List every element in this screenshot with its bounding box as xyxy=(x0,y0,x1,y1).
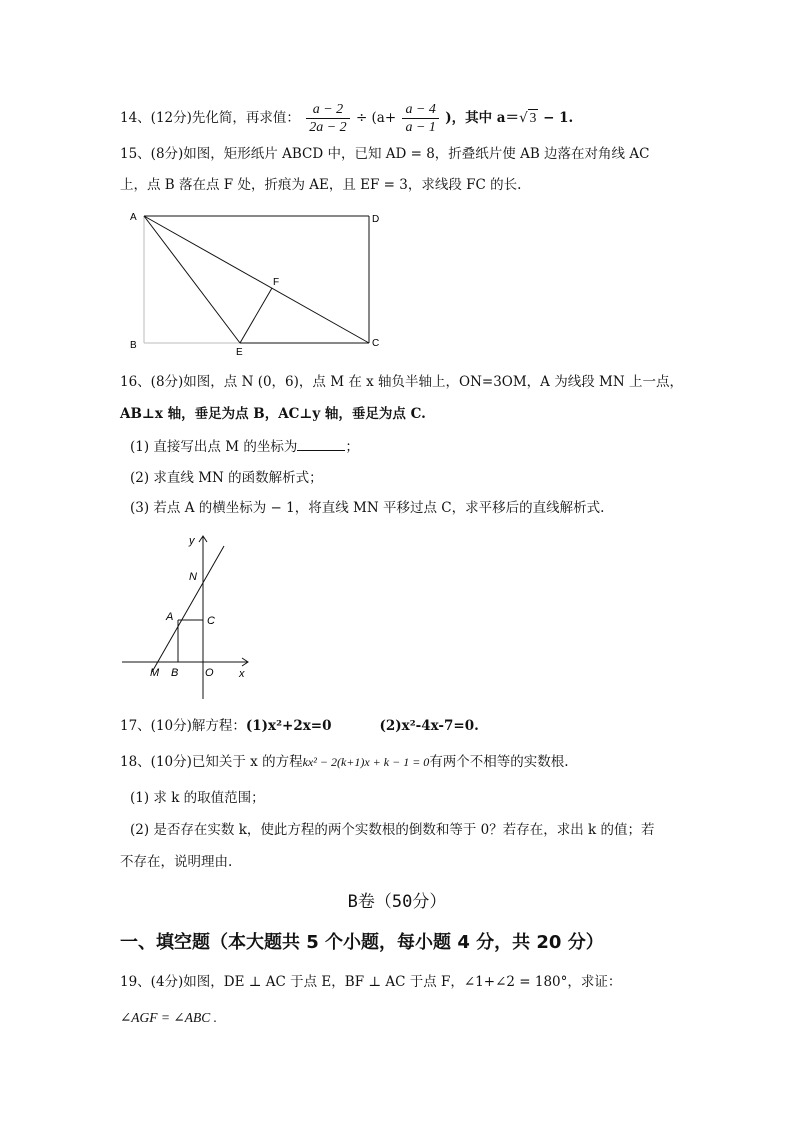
question-18 xyxy=(120,752,569,772)
q18-sub-2-line-2: 不存在，说明理由. xyxy=(120,854,233,870)
q14-sqrt-value: 3 xyxy=(529,110,537,125)
q17-equation-1: (1)x²+2x=0 xyxy=(245,718,332,734)
q14-prefix: 14、(12分)先化简，再求值： xyxy=(120,110,300,126)
q14-frac1-denominator: 2a − 2 xyxy=(309,120,347,135)
question-14 xyxy=(120,100,573,136)
label-E: E xyxy=(236,347,243,358)
answer-blank xyxy=(297,436,345,451)
q19-line-2: ∠AGF = ∠ABC . xyxy=(120,1010,217,1025)
label-F: F xyxy=(273,277,280,288)
q14-frac1-numerator: a − 2 xyxy=(306,101,349,119)
q16-sub1-text: (1) 直接写出点 M 的坐标为 xyxy=(130,439,298,455)
label-N: N xyxy=(189,571,197,583)
q14-fraction-1 xyxy=(306,101,349,136)
q18-suffix: 有两个不相等的实数根. xyxy=(429,754,569,770)
label-D: D xyxy=(372,214,380,225)
q14-frac2-numerator: a − 4 xyxy=(402,101,438,119)
line-AC xyxy=(144,216,369,343)
label-M: M xyxy=(150,667,160,679)
q18-equation: kx² − 2(k+1)x + k − 1 = 0 xyxy=(302,755,430,769)
fill-in-section-title: 一、填空题（本大题共 5 个小题，每小题 4 分，共 20 分） xyxy=(120,932,604,953)
label-B: B xyxy=(130,340,137,351)
section-b-title: B卷（50分） xyxy=(347,892,447,912)
sqrt-symbol: √ xyxy=(519,110,528,126)
q15-line-2: 上，点 B 落在点 F 处，折痕为 AE，且 EF = 3，求线段 FC 的长. xyxy=(120,177,522,193)
q16-coordinate-figure xyxy=(118,532,258,702)
label-C: C xyxy=(207,615,215,627)
q15-rectangle-figure xyxy=(124,208,404,358)
q15-line-1: 15、(8分)如图，矩形纸片 ABCD 中，已知 AD = 8，折叠纸片使 AB 边落在对角线 AC xyxy=(120,146,650,162)
label-A: A xyxy=(166,611,174,623)
line-EF xyxy=(240,288,272,343)
line-MN xyxy=(152,546,224,672)
q16-sub-3: (3) 若点 A 的横坐标为 − 1，将直线 MN 平移过点 C，求平移后的直线解析式. xyxy=(130,500,605,516)
q16-line-1: 16、(8分)如图，点 N (0，6)，点 M 在 x 轴负半轴上，ON=3OM，A 为线段 MN 上一点， xyxy=(120,374,683,390)
label-O: O xyxy=(205,667,214,679)
q16-line-2: AB⊥x 轴，垂足为点 B，AC⊥y 轴，垂足为点 C. xyxy=(120,406,426,422)
q18-sub-1: (1) 求 k 的取值范围； xyxy=(130,790,265,806)
q14-operator: ÷ (a+ xyxy=(355,110,397,126)
q16-sub-2: (2) 求直线 MN 的函数解析式； xyxy=(130,470,323,486)
q16-sub1-end: ； xyxy=(345,439,359,455)
label-A: A xyxy=(130,212,137,223)
q14-fraction-2 xyxy=(402,101,438,136)
q14-frac2-denominator: a − 1 xyxy=(405,120,436,135)
q18-sub-2-line-1: (2) 是否存在实数 k，使此方程的两个实数根的倒数和等于 0？若存在，求出 k 的值；若 xyxy=(130,822,655,838)
label-x: x xyxy=(239,668,245,680)
label-y: y xyxy=(189,535,195,547)
line-AE xyxy=(144,216,240,343)
q19-line-1: 19、(4分)如图，DE ⊥ AC 于点 E，BF ⊥ AC 于点 F，∠1+∠2 = 180°，求证： xyxy=(120,974,622,990)
question-17 xyxy=(120,716,479,736)
q14-tail: − 1. xyxy=(538,110,574,126)
label-B: B xyxy=(171,667,179,679)
q16-sub-1 xyxy=(130,436,359,457)
q14-close: )，其中 a＝ xyxy=(445,110,520,126)
q17-prefix: 17、(10分)解方程： xyxy=(120,718,246,734)
label-C: C xyxy=(372,338,380,349)
q17-equation-2: (2)x²-4x-7=0. xyxy=(379,718,479,734)
q18-prefix: 18、(10分)已知关于 x 的方程 xyxy=(120,754,303,770)
